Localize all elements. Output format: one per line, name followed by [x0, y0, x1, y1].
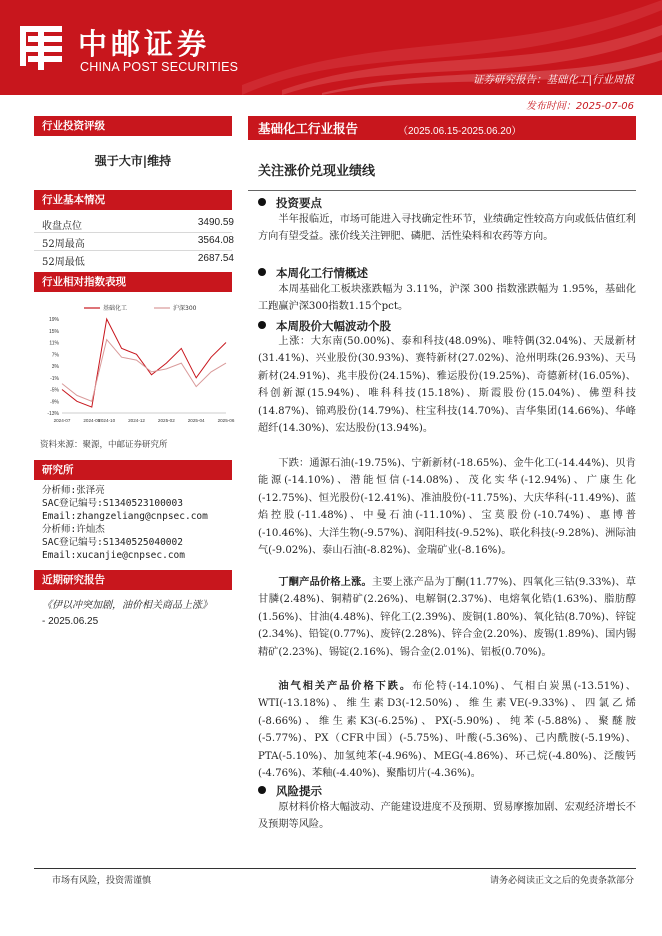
paragraph-falling-products: 油气相关产品价格下跌。布伦特(-14.10%)、气相白炭黑(-13.51%)、WTI(-13.18%)、维生素D3(-12.50%)、维生素VE(-9.33%)、四氯乙烯(-8.66%)、维生素K3(-6.25%)、PX(-5.90%)、纯苯(-5.88%)、聚醚胺(-5.77%)、PX（CFR中国）(-5.75%)、叶酸(-5.36%)、己内酰胺(-5.19%)、PTA(-5.10%)、加氢纯苯(-4.96%)、MEG(-4.86%)、环己烷(-4.80%)、泛酸钙(-4.76%)、苯釉(-4.40%)、聚酯切片(-4.36%)。: [258, 681, 636, 780]
x-tick-label: 2024-12: [128, 418, 145, 423]
basics-label: 52周最高: [42, 239, 85, 250]
bullet-icon: [258, 198, 266, 206]
section-heading: 投资要点: [258, 195, 322, 211]
y-tick-label: 15%: [48, 328, 59, 335]
section-bar-basics: 行业基本情况: [34, 190, 232, 210]
y-tick-label: -9%: [50, 399, 59, 406]
x-tick-label: 2024-09: [83, 418, 101, 423]
footer-disclaimer: 市场有风险，投资需谨慎: [52, 876, 152, 886]
bullet-icon: [258, 268, 266, 276]
x-tick-label: 2024-10: [98, 418, 116, 423]
relative-index-chart: [36, 301, 235, 427]
analyst-email[interactable]: Email:zhangzeliang@cnpsec.com: [42, 511, 208, 522]
paragraph-falling-stocks: 下跌：通源石油(-19.75%)、宁新新材(-18.65%)、金牛化工(-14.44%)、贝肯能源(-14.10%)、潜能恒信(-14.08%)、茂化实华(-12.94%)、广康生化(-12.75%)、恒光股份(-12.41%)、准油股份(-11.75%)、大庆华科(-11.49%)、蓝焰控股(-11.48%)、中曼石油(-11.10%)、宝莫股份(-10.74%)、惠博普(-10.46%)、大洋生物(-9.57%)、润阳科技(-9.52%)、联化科技(-9.28%)、洲际油气(-9.02%)、泰山石油(-8.82%)、金瑞矿业(-8.16%)。: [258, 458, 636, 557]
header-banner: [0, 0, 662, 95]
industry-rating: 强于大市|维持: [94, 154, 172, 168]
report-name: 基础化工行业报告: [258, 121, 359, 136]
divider: [34, 250, 232, 251]
report-type: 证券研究报告：基础化工|行业周报: [472, 74, 634, 86]
chart-source: 资料来源：聚源，中邮证券研究所: [40, 440, 168, 450]
analyst-line: 分析师:许灿杰: [42, 524, 105, 535]
y-tick-label: 7%: [51, 352, 59, 359]
basics-label: 收盘点位: [42, 221, 82, 232]
y-axis-ticks: [47, 317, 59, 417]
section-bar-rating: 行业投资评级: [34, 116, 232, 136]
section-bar-chart: 行业相对指数表现: [34, 272, 232, 292]
section-heading: 本周股价大幅波动个股: [258, 318, 391, 334]
basics-row: [42, 253, 234, 268]
footer-divider: [34, 868, 636, 869]
x-tick-label: 2025-04: [187, 418, 205, 423]
y-tick-label: 3%: [51, 364, 59, 370]
chart-legend: [84, 304, 197, 312]
bullet-icon: [258, 786, 266, 794]
report-title-bar: [248, 116, 636, 140]
divider: [34, 232, 232, 233]
legend-label: 沪深300: [173, 305, 197, 312]
basics-value: 2687.54: [197, 253, 234, 264]
china-post-logo-icon: [16, 20, 66, 72]
paragraph-lead: 丁酮产品价格上涨。: [278, 577, 372, 588]
page-title: 关注涨价兑现业绩线: [258, 164, 376, 179]
y-tick-label: -13%: [47, 411, 59, 417]
report-period: （2025.06.15-2025.06.20）: [398, 126, 522, 137]
section-heading: 风险提示: [258, 783, 322, 799]
section-bar-recent: 近期研究报告: [34, 570, 232, 590]
y-tick-label: -5%: [50, 387, 59, 394]
basics-value: 3490.59: [197, 217, 234, 228]
paragraph-risk: 原材料价格大幅波动、产能建设进度不及预期、贸易摩擦加剧、宏观经济增长不及预期等风险。: [258, 802, 636, 831]
recent-report-link[interactable]: 《伊以冲突加剧，油价相关商品上涨》: [42, 600, 212, 611]
divider: [248, 190, 636, 191]
brand-name-cn: 中邮证券: [78, 27, 211, 61]
paragraph: 半年报临近，市场可能进入寻找确定性环节，业绩确定性较高方向或低估值红利方向有望受益。涨价线关注钾肥、磷肥、活性染料和农药等方向。: [258, 214, 636, 243]
analyst-line: SAC登记编号:S1340523100003: [42, 498, 183, 509]
y-tick-label: 11%: [49, 340, 59, 347]
chart-series: [62, 319, 226, 407]
section-heading: 本周化工行情概述: [258, 265, 368, 281]
y-tick-label: 19%: [48, 317, 59, 323]
paragraph-rising-products: 丁酮产品价格上涨。主要上涨产品为丁酮(11.77%)、四氧化三钴(9.33%)、草甘膦(2.48%)、铜精矿(2.26%)、电解铜(2.37%)、电熔氧化锆(1.63%)、脂肪醇(1.56%)、甘油(4.48%)、锌化工(2.39%)、废铜(1.80%)、氧化钴(8.70%)、锌锭(2.34%)、铅锭(0.77%)、废锌(2.28%)、锌合金(2.20%)、废锡(1.89%)、国内锡精矿(2.23%)、锡锭(2.16%)、锡合金(2.01%)、铝板(0.70%)。: [258, 577, 636, 658]
x-tick-label: 2025-06: [217, 418, 235, 423]
x-tick-label: 2024-07: [53, 418, 71, 423]
footer-notice: 请务必阅读正文之后的免责条款部分: [489, 876, 634, 886]
basics-row: [42, 217, 234, 232]
basics-value: 3564.08: [197, 235, 234, 246]
x-tick-label: 2025-02: [157, 418, 175, 423]
legend-label: 基础化工: [103, 305, 128, 312]
paragraph-lead: 油气相关产品价格下跌。: [278, 681, 413, 692]
paragraph: 本周基础化工板块涨跌幅为 3.11%，沪深 300 指数涨跌幅为 1.95%，基础化工跑赢沪深300指数1.15个pct。: [258, 284, 636, 313]
brand-name-en: CHINA POST SECURITIES: [80, 60, 239, 74]
section-bar-research: 研究所: [34, 460, 232, 480]
publish-date: 发布时间：2025-07-06: [525, 101, 634, 112]
y-tick-label: -1%: [50, 375, 59, 382]
bullet-icon: [258, 321, 266, 329]
x-axis-ticks: [54, 413, 235, 423]
basics-row: [42, 235, 234, 250]
basics-label: 52周最低: [42, 257, 85, 268]
analyst-email[interactable]: Email:xucanjie@cnpsec.com: [42, 550, 185, 561]
paragraph-rising-stocks: 上涨：大东南(50.00%)、泰和科技(48.09%)、唯特偶(32.04%)、天晟新材(31.41%)、兴业股份(30.93%)、赛特新材(27.02%)、沧州明珠(26.93%)、天马新材(24.91%)、兆丰股份(24.15%)、雅运股份(19.25%)、奇德新材(16.05%)、科创新源(15.94%)、唯科科技(15.18%)、斯霞股份(15.04%)、佛塑科技(14.87%)、锦鸡股份(14.79%)、柱宝科技(14.70%)、吉华集团(14.66%)、华峰超纤(14.30%)、宏达股份(13.94%)。: [258, 336, 636, 435]
recent-report-date: - 2025.06.25: [42, 616, 99, 627]
analyst-line: SAC登记编号:S1340525040002: [42, 537, 183, 548]
analyst-line: 分析师:张泽亮: [42, 485, 105, 496]
series-line-基础化工: [62, 319, 226, 407]
